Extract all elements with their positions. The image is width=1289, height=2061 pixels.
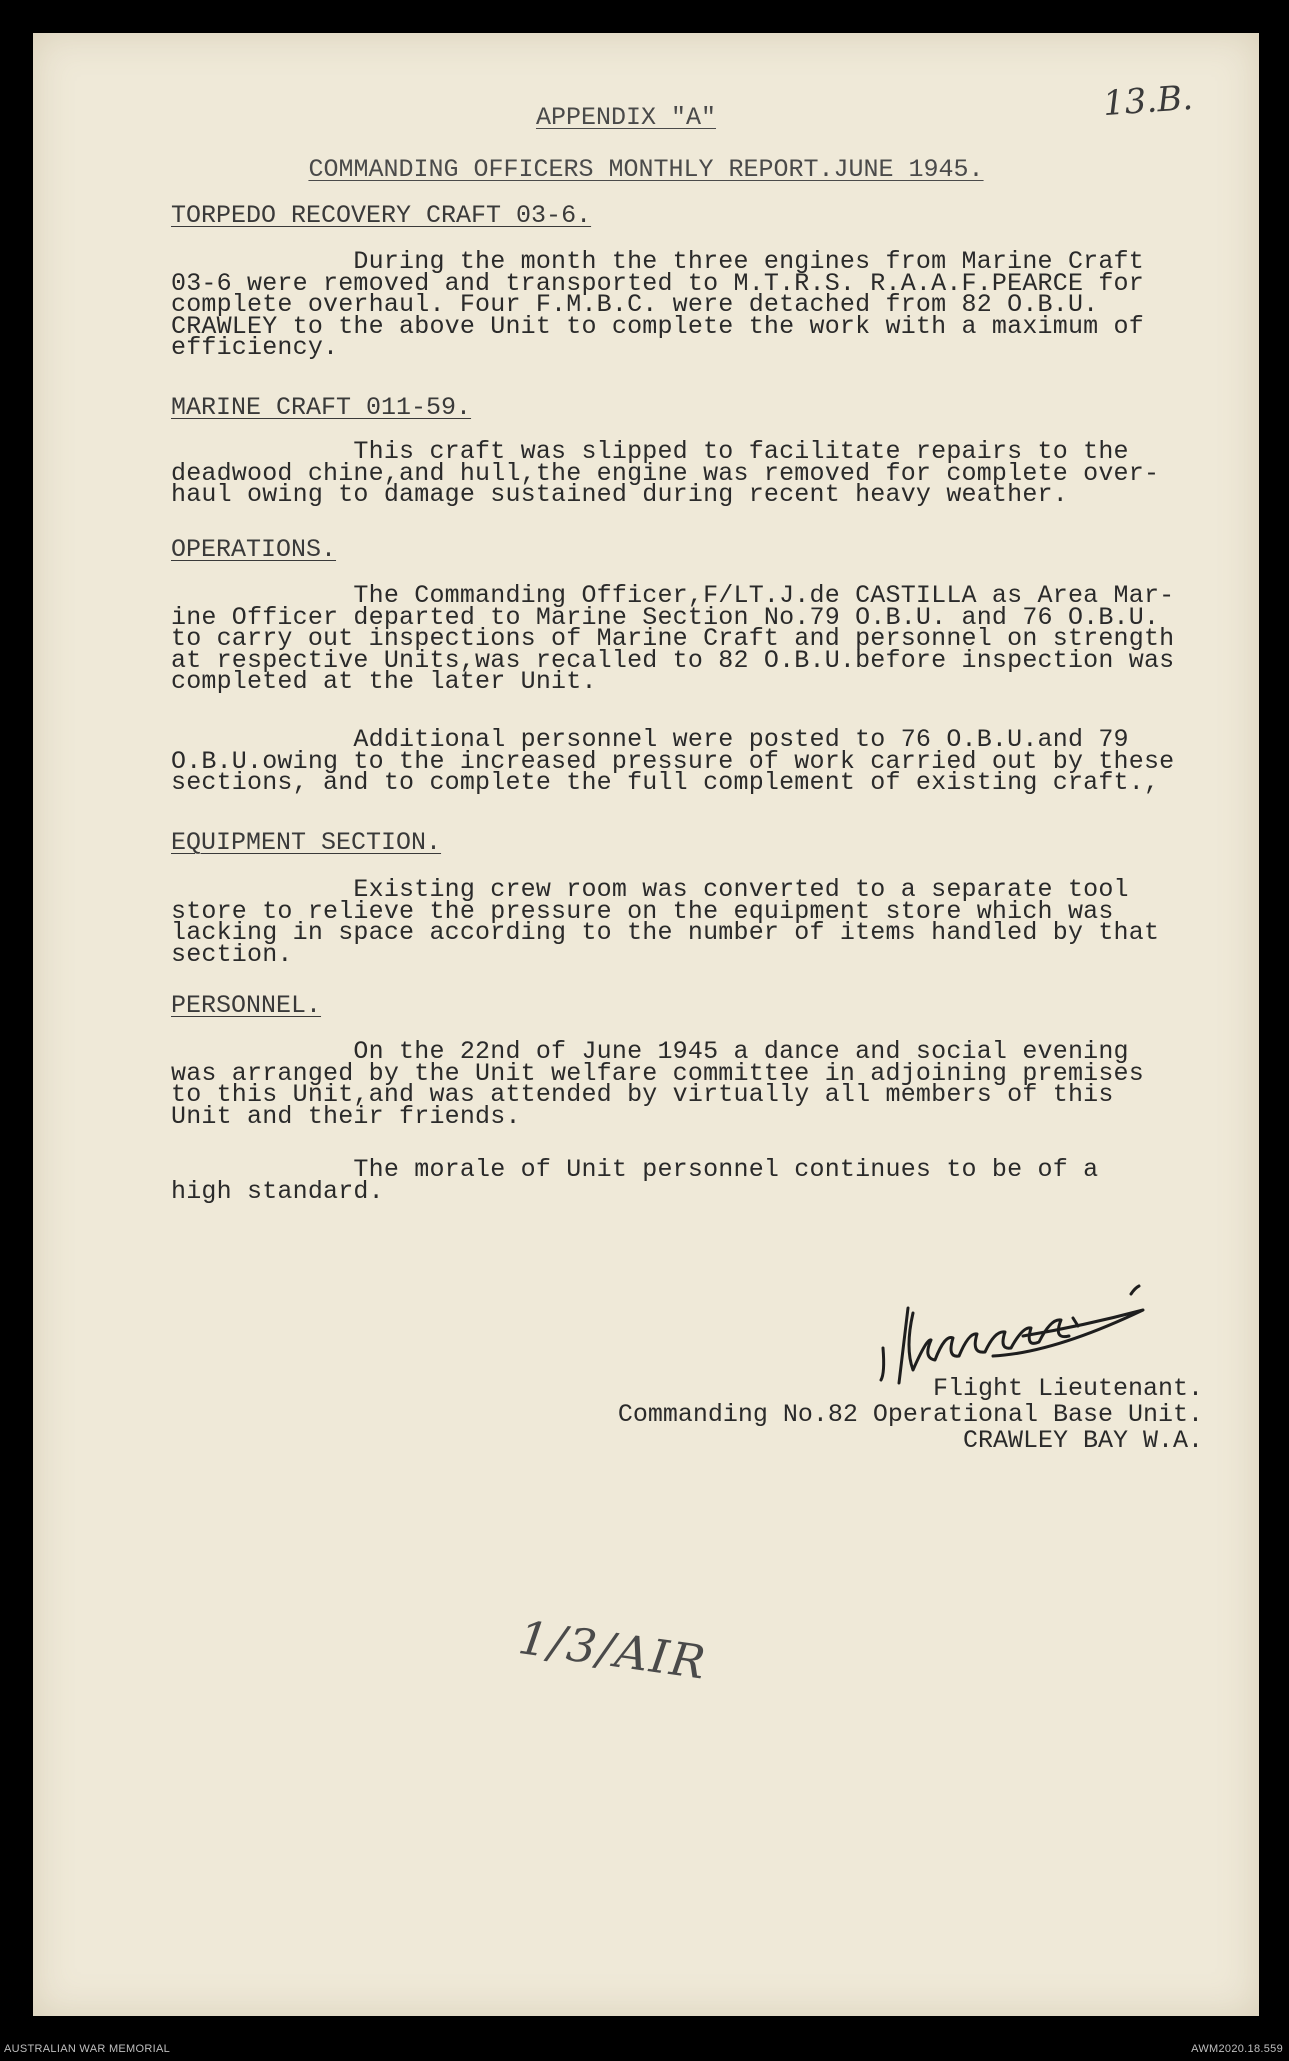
signatory-unit: Commanding No.82 Operational Base Unit. <box>617 1400 1203 1429</box>
signatory-rank: Flight Lieutenant. <box>932 1374 1203 1403</box>
appendix-title: APPENDIX "A" <box>535 103 717 132</box>
file-reference-note: 1/3/AIR <box>515 1610 711 1690</box>
section-paragraph: This craft was slipped to facilitate repairs to the deadwood chine,and hull,the engine was removed for complete over- haul owing to damage sustained during recent heavy weather. <box>171 437 1160 509</box>
section-heading-personnel: PERSONNEL. <box>171 991 322 1020</box>
section-paragraph: The morale of Unit personnel continues to be of a high standard. <box>171 1155 1099 1206</box>
section-heading-marine-craft: MARINE CRAFT 011-59. <box>171 393 472 422</box>
footer-catalog-id: AWM2020.18.559 <box>1191 2043 1283 2055</box>
signatory-location: CRAWLEY BAY W.A. <box>962 1426 1203 1455</box>
document-page <box>33 33 1259 2016</box>
report-title: COMMANDING OFFICERS MONTHLY REPORT.JUNE 1945. <box>308 155 984 184</box>
handwritten-signature <box>873 1278 1193 1388</box>
section-heading-torpedo: TORPEDO RECOVERY CRAFT 03-6. <box>171 201 592 230</box>
section-paragraph: Existing crew room was converted to a separate tool store to relieve the pressure on the equipment store which was lacking in space according to the number of items handled by that section. <box>171 875 1160 969</box>
footer-archive-name: AUSTRALIAN WAR MEMORIAL <box>4 2043 171 2055</box>
section-paragraph: During the month the three engines from Marine Craft 03-6 were removed and transported to M.T.R.S. R.A.A.F.PEARCE for complete overhaul. Four F.M.B.C. were detached from 82 O.B.U. CRAWLEY to the above Unit to complete the work with a maximum of efficiency. <box>171 247 1144 362</box>
section-paragraph: On the 22nd of June 1945 a dance and social evening was arranged by the Unit welfare committee in adjoining premises to this Unit,and was attended by virtually all members of this Unit and their friends. <box>171 1037 1144 1131</box>
section-paragraph: Additional personnel were posted to 76 O.B.U.and 79 O.B.U.owing to the increased pressure of work carried out by these sections, and to complete the full complement of existing craft., <box>171 725 1175 797</box>
corner-note: 13.B. <box>1101 77 1195 125</box>
section-paragraph: The Commanding Officer,F/LT.J.de CASTILLA as Area Mar- ine Officer departed to Marine Section No.79 O.B.U. and 76 O.B.U. to carry out inspections of Marine Craft and personnel on strength at respective Units,was recalled to 82 O.B.U.before inspection was completed at the later Unit. <box>171 581 1175 696</box>
section-heading-equipment: EQUIPMENT SECTION. <box>171 828 442 857</box>
section-heading-operations: OPERATIONS. <box>171 535 337 564</box>
